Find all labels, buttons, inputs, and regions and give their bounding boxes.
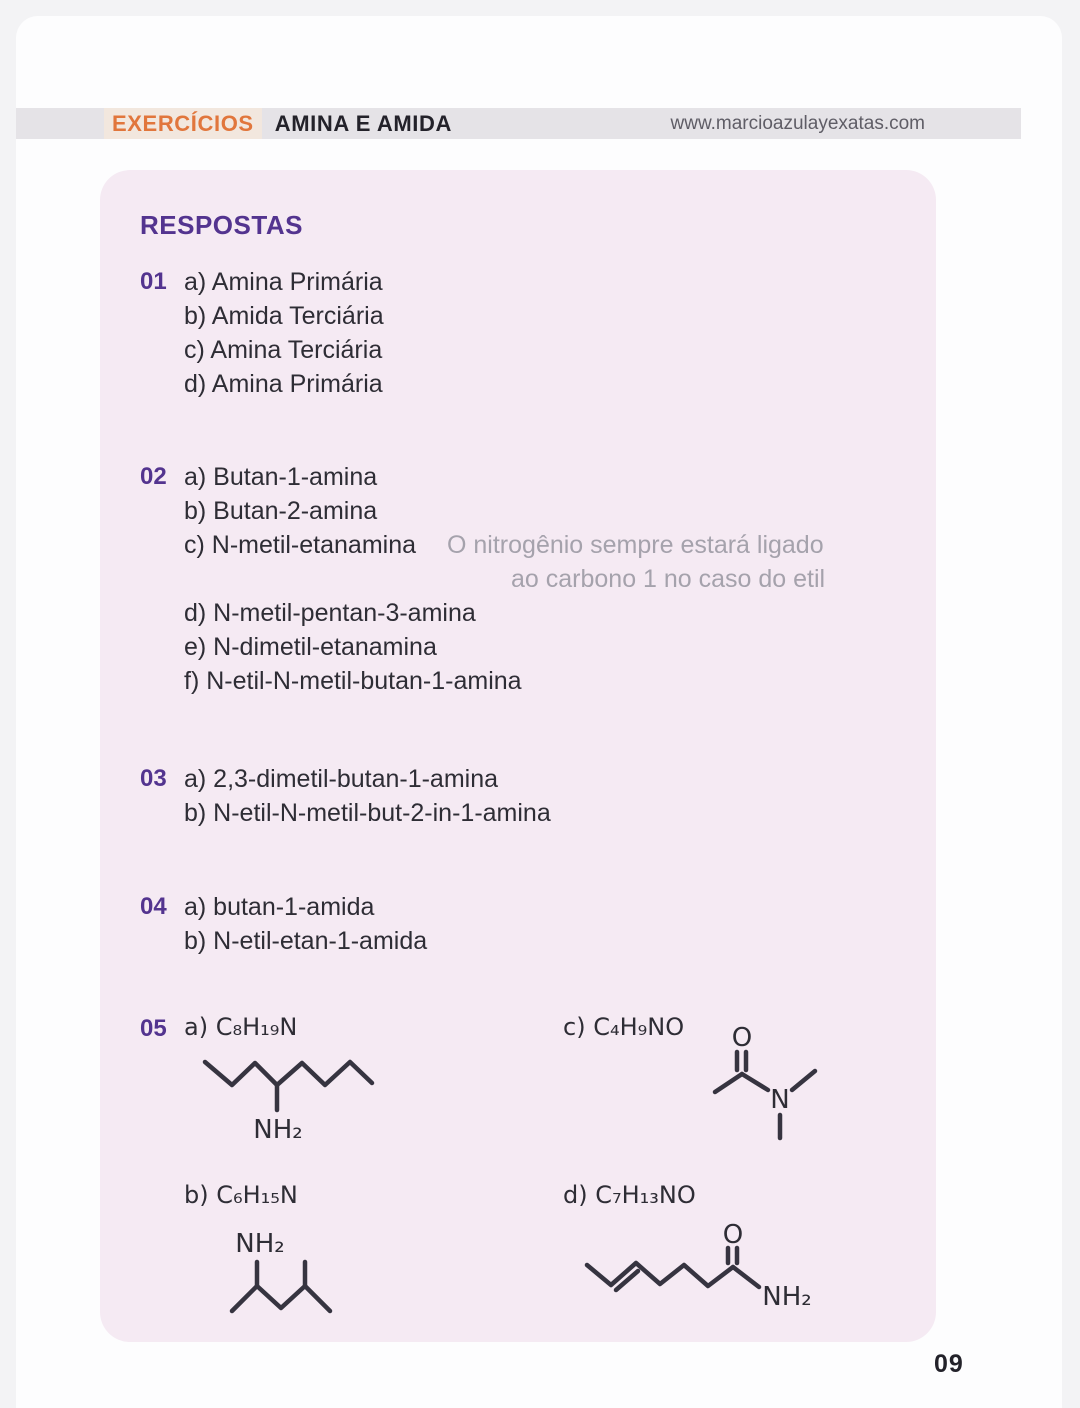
answers-heading: RESPOSTAS [140,210,303,240]
answer-text: b) N-etil-etan-1-amida [184,927,428,955]
answer-05d [563,1180,863,1350]
answer-text: a) butan-1-amida [184,893,375,921]
answer-text: c) N-metil-etanamina [184,531,417,559]
answer-text: b) Butan-2-amina [184,497,378,525]
answer-line [184,630,825,664]
methyl-bond [715,1074,742,1092]
worksheet-page [16,16,1062,1408]
answer-text: d) Amina Primária [184,370,383,398]
answer-block [140,460,825,698]
answer-note: O nitrogênio sempre estará ligado [447,531,824,559]
answer-05b [184,1180,474,1350]
answer-line [184,796,551,830]
answer-number: 01 [140,268,167,295]
answer-text: d) N-metil-pentan-3-amina [184,599,476,627]
answer-line [184,333,384,367]
c-n-bond [742,1074,768,1090]
skeletal-structure-octan-4-amine [199,1048,384,1146]
formula-05c: c) C₄H₉NO [563,1013,685,1041]
answers-panel [100,170,936,1342]
exercises-tag: EXERCÍCIOS [104,108,262,139]
answer-number-05: 05 [140,1015,167,1042]
answer-block [140,890,427,958]
answer-number: 02 [140,463,167,490]
carbon-chain-bond [205,1062,372,1085]
answer-note: ao carbono 1 no caso do etil [511,565,826,593]
answer-line [184,596,825,630]
carbon-chain-bond [232,1286,330,1311]
page-header [16,108,1021,139]
answer-lines [184,460,825,698]
answer-line [184,367,384,401]
answer-text: b) N-etil-N-metil-but-2-in-1-amina [184,799,551,827]
amine-group-label: NH₂ [235,1232,285,1259]
answer-line [184,299,384,333]
page-number: 09 [934,1350,964,1378]
formula-05b: b) C₆H₁₅N [184,1181,298,1209]
answer-text: a) 2,3-dimetil-butan-1-amina [184,765,499,793]
amide-group-label: NH₂ [762,1282,812,1312]
answer-line [184,924,427,958]
answer-number: 03 [140,765,167,792]
answer-text: a) Amina Primária [184,268,383,296]
answer-line [184,890,427,924]
page-title: AMINA E AMIDA [274,110,452,136]
answer-text: a) Butan-1-amina [184,463,378,491]
amide-bond [733,1267,759,1287]
answer-line [184,664,825,698]
answer-line [184,460,825,494]
answer-line [184,494,825,528]
answer-text: e) N-dimetil-etanamina [184,633,437,661]
answer-block [140,265,384,401]
formula-05d: d) C₇H₁₃NO [563,1181,696,1209]
skeletal-structure-4-methylpentan-2-amine [214,1232,344,1322]
answer-line [184,762,551,796]
answer-line [184,265,384,299]
answer-text: f) N-etil-N-metil-butan-1-amina [184,667,522,695]
answer-text: b) Amida Terciária [184,302,384,330]
answer-05c [563,1012,863,1182]
n-methyl-bond-right [792,1071,815,1090]
carbon-chain-bond [587,1263,733,1286]
amine-group-label: NH₂ [253,1115,303,1145]
answer-block [140,762,551,830]
answer-number: 04 [140,893,167,920]
answer-05a [184,1012,474,1182]
answer-text: c) Amina Terciária [184,336,383,364]
answer-line [184,528,825,562]
answer-lines [184,265,384,401]
skeletal-structure-hept-5-enamide [581,1221,821,1316]
website-url: www.marcioazulayexatas.com [670,112,925,134]
oxygen-label: O [731,1023,753,1053]
skeletal-structure-dimethylacetamide [697,1022,827,1142]
formula-05a: a) C₈H₁₉N [184,1013,298,1041]
answer-lines [184,890,427,958]
nitrogen-label: N [770,1085,790,1115]
answer-note-line [511,562,825,596]
oxygen-label: O [722,1221,744,1250]
answer-lines [184,762,551,830]
